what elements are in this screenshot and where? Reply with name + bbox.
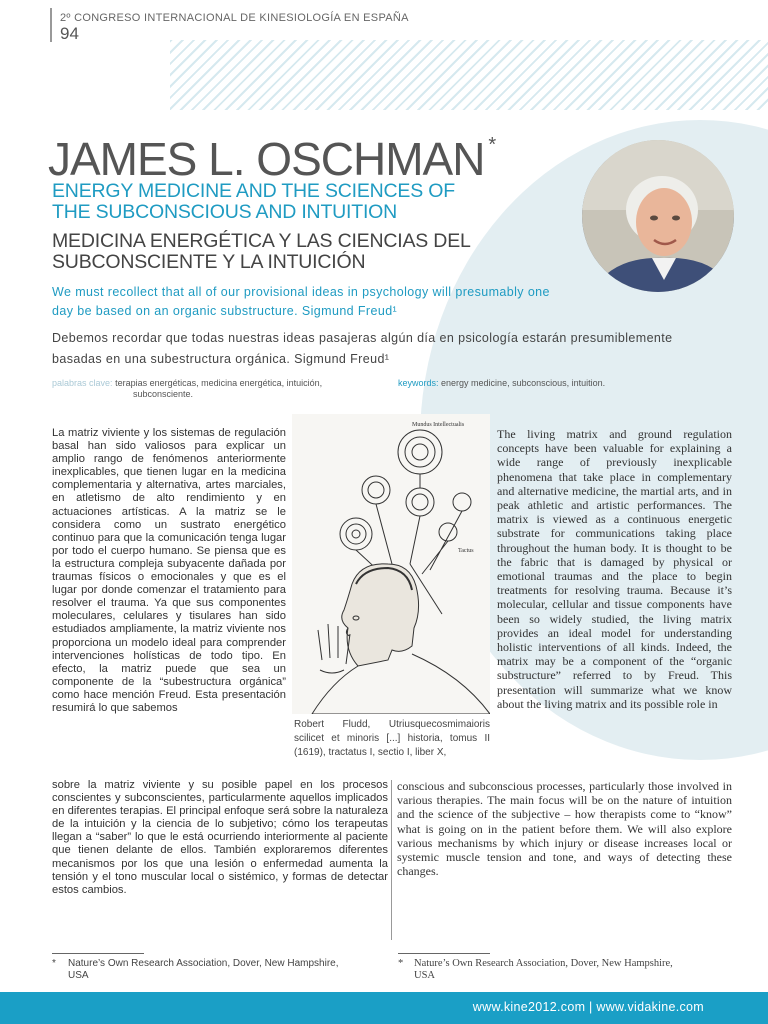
footnote-rule-left: [52, 953, 144, 954]
body-english-column: The living matrix and ground regulation concepts have been valuable for explaining a wide range of previously inexplicable phenomena that take place in complementary and alternative medicine, the martial arts, and in peak athletic and artistic performances. The matrix is viewed as a continuous energetic substrate for communications taking place throughout the human body. It is thought to be the fabric that is damaged by physical or emotional traumas and the place to begin treatments for resolving trauma. Because it’s molecular, cellular and tissue components have been so widely studied, the living matrix provides an ideal model for understanding holistic interventions of all kinds. Indeed, the matrix may be a component of the “organic substructure” referred to by Freud. This presentation will summarize what we know about the living matrix and its possible role in: [497, 427, 732, 711]
footnote-spanish-text: Nature’s Own Research Association, Dover, New Hampshire,: [68, 958, 339, 969]
footnote-english-continuation: USA: [414, 970, 436, 981]
footnote-english: [398, 958, 734, 982]
footnote-english-row: [398, 958, 734, 970]
body-spanish-continuation: sobre la matriz viviente y su posible papel en los procesos conscientes y subconscientes, particularmente aquellos implicados en diferentes terapias. El principal enfoque será sobre la naturaleza de la intuición y la ciencia de lo subjetivo; cómo los terapeutas llegan a “saber” lo que le está ocurriendo interiormente al paciente que tienen delante de ellos. También exploraremos diferentes mecanismos por los que una lesión o enfermedad aumenta la tensión y el tono muscular local o sistémico, y formas de detectar estos cambios.: [52, 779, 388, 896]
footnote-rule-right: [398, 953, 490, 954]
page-number: 94: [60, 24, 79, 43]
title-english: [52, 181, 455, 223]
footnote-mark: *: [52, 958, 56, 969]
author-footnote-mark: *: [488, 134, 496, 156]
author-portrait: [582, 140, 734, 292]
fludd-engraving-figure: [292, 414, 490, 714]
background-hatch-pattern: [170, 40, 768, 110]
body-english-continuation: conscious and subconscious processes, particularly those involved in various therapies. The main focus will be on the nature of intuition and the science of the subjective – how therapists come to “know” what is going on in the patient before them. We will also explore various mechanisms by which injury or disease increases local or systemic muscle tension and tone, and ways of detecting these changes.: [397, 779, 732, 879]
column-divider: [391, 780, 392, 940]
keywords-english-label: keywords:: [398, 378, 439, 388]
author-name-text: JAMES L. OSCHMAN: [48, 133, 485, 185]
author-portrait-illustration: [582, 140, 734, 292]
engraving-label-mundus: Mundus Intellectualis: [412, 422, 465, 428]
keywords-spanish-row: [52, 378, 322, 389]
keywords-spanish-label: palabras clave:: [52, 378, 113, 388]
author-name: [48, 132, 495, 186]
keywords-spanish-text: terapias energéticas, medicina energética, intuición,: [115, 378, 323, 388]
title-english-line: THE SUBCONSCIOUS AND INTUITION: [52, 201, 398, 223]
title-english-line: ENERGY MEDICINE AND THE SCIENCES OF: [52, 180, 455, 202]
header-divider: [50, 8, 52, 42]
keywords-english: [398, 378, 605, 389]
title-spanish-line: MEDICINA ENERGÉTICA Y LAS CIENCIAS DEL: [52, 230, 471, 252]
footnote-mark: *: [398, 958, 404, 969]
title-spanish-line: SUBCONSCIENTE Y LA INTUICIÓN: [52, 251, 366, 273]
epigraph-english: We must recollect that all of our provisional ideas in psychology will presumably one day be based on an organic substructure. Sigmund Freud¹: [52, 285, 550, 318]
fludd-engraving-illustration: [292, 414, 490, 714]
engraving-label-tactus: Tactus: [458, 548, 474, 554]
footer-urls[interactable]: www.kine2012.com | www.vidakine.com: [472, 1000, 704, 1014]
footnote-spanish-row: [52, 958, 388, 970]
footnote-spanish: [52, 958, 388, 982]
footnote-english-text: Nature’s Own Research Association, Dover, New Hampshire,: [414, 958, 673, 969]
footnote-spanish-continuation: USA: [68, 970, 89, 981]
body-spanish-column: La matriz viviente y los sistemas de regulación basal han sido valiosos para explicar un amplio rango de fenómenos anteriormente inexplicables, que tienen lugar en la medicina complementaria y alternativa, artes marciales, en atletismo de alto rendimiento y en actuaciones artísticas. A la matriz se le considera como un sustrato energético continuo para que la comunicación tenga lugar por todo el cuerpo humano. Se piensa que es la estructura compleja subyacente dañada por traumas físicos o emocionales y que es el lugar por donde comenzar el tratamiento para resolver el trauma. Ya que sus componentes moleculares, celulares y tisulares han sido estudiados ampliamente, la matriz viviente nos proporciona un modelo ideal para comprender intervenciones holísticas de todo tipo. En efecto, la matriz puede que sea un componente de la “subestructura orgánica” como hace mención Freud. Esta presentación resumirá lo que sabemos: [52, 427, 286, 714]
figure-caption: Robert Fludd, Utriusquecosmimaioris scilicet et minoris [...] historia, tomus II (1619), tractatus I, sectio I, liber X,: [294, 719, 490, 758]
keywords-english-text: energy medicine, subconscious, intuition.: [441, 378, 606, 388]
keywords-spanish-continuation: subconsciente.: [133, 389, 194, 399]
keywords-spanish: [52, 378, 322, 400]
congress-title: 2º CONGRESO INTERNACIONAL DE KINESIOLOGÍA EN ESPAÑA: [60, 12, 409, 24]
title-spanish: [52, 231, 471, 273]
epigraph-spanish: Debemos recordar que todas nuestras ideas pasajeras algún día en psicología estarán presumiblemente basadas en una subestructura orgánica. Sigmund Freud¹: [52, 331, 673, 366]
